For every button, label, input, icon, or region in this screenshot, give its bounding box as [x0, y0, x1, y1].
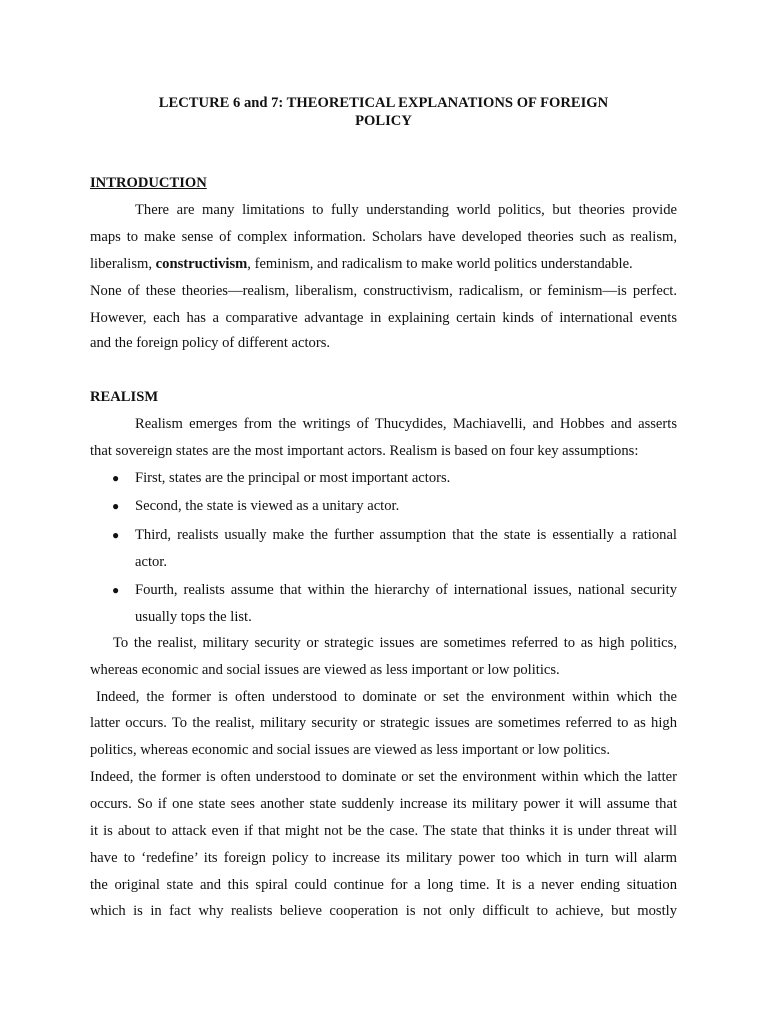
intro-line-1: There are many limitations to fully understanding world politics, but theories provide [135, 202, 677, 218]
realism-body-line-9: have to ‘redefine’ its foreign policy to increase its military power too which in turn will alarm [90, 850, 677, 866]
document-title-line-2: POLICY [355, 113, 412, 129]
realism-intro-line-1: Realism emerges from the writings of Thucydides, Machiavelli, and Hobbes and asserts [135, 416, 677, 432]
bullet-dot-2: ● [112, 499, 120, 513]
intro-line-4: None of these theories—realism, liberalism, constructivism, radicalism, or feminism—is perfect. [90, 283, 677, 299]
realism-body-line-3: Indeed, the former is often understood to dominate or set the environment within which the [96, 689, 677, 705]
document-title-line-1: LECTURE 6 and 7: THEORETICAL EXPLANATIONS OF FOREIGN [158, 95, 609, 111]
realism-body-line-11: which is in fact why realists believe cooperation is not only difficult to achieve, but mostly [90, 903, 677, 919]
bullet-4-line-2: usually tops the list. [135, 609, 252, 625]
realism-body-line-1: To the realist, military security or strategic issues are sometimes referred to as high politics, [113, 635, 677, 651]
bullet-3-line-1: Third, realists usually make the further assumption that the state is essentially a rational [135, 527, 677, 543]
intro-line-5: However, each has a comparative advantage in explaining certain kinds of international events [90, 310, 677, 326]
bullet-dot-1: ● [112, 471, 120, 485]
realism-heading: REALISM [90, 389, 159, 405]
intro-line-3-start: liberalism, [90, 256, 156, 272]
realism-body-line-2: whereas economic and social issues are viewed as less important or low politics. [90, 662, 560, 678]
intro-line-3-end: , feminism, and radicalism to make world politics understandable. [247, 256, 633, 272]
bullet-4-line-1: Fourth, realists assume that within the hierarchy of international issues, national security [135, 582, 677, 598]
realism-body-line-10: the original state and this spiral could continue for a long time. It is a never ending situation [90, 877, 677, 893]
introduction-heading: INTRODUCTION [90, 175, 207, 191]
constructivism-bold: constructivism [155, 256, 248, 272]
bullet-1-line-1: First, states are the principal or most important actors. [135, 470, 451, 486]
realism-body-line-7: occurs. So if one state sees another state suddenly increase its military power it will assume that [90, 796, 677, 812]
realism-body-line-4: latter occurs. To the realist, military security or strategic issues are sometimes referred to as high [90, 715, 677, 731]
realism-body-line-8: it is about to attack even if that might not be the case. The state that thinks it is under threat will [90, 823, 677, 839]
bullet-dot-4: ● [112, 583, 120, 597]
bullet-dot-3: ● [112, 528, 120, 542]
realism-body-line-6: Indeed, the former is often understood to dominate or set the environment within which the latter [90, 769, 677, 785]
intro-line-6: and the foreign policy of different actors. [90, 335, 331, 351]
bullet-3-line-2: actor. [135, 554, 168, 570]
intro-line-2: maps to make sense of complex information. Scholars have developed theories such as realism, [90, 229, 677, 245]
bullet-2-line-1: Second, the state is viewed as a unitary actor. [135, 498, 400, 514]
intro-line-3 [90, 255, 677, 273]
realism-body-line-5: politics, whereas economic and social issues are viewed as less important or low politics. [90, 742, 610, 758]
realism-intro-line-2: that sovereign states are the most important actors. Realism is based on four key assumptions: [90, 443, 639, 459]
